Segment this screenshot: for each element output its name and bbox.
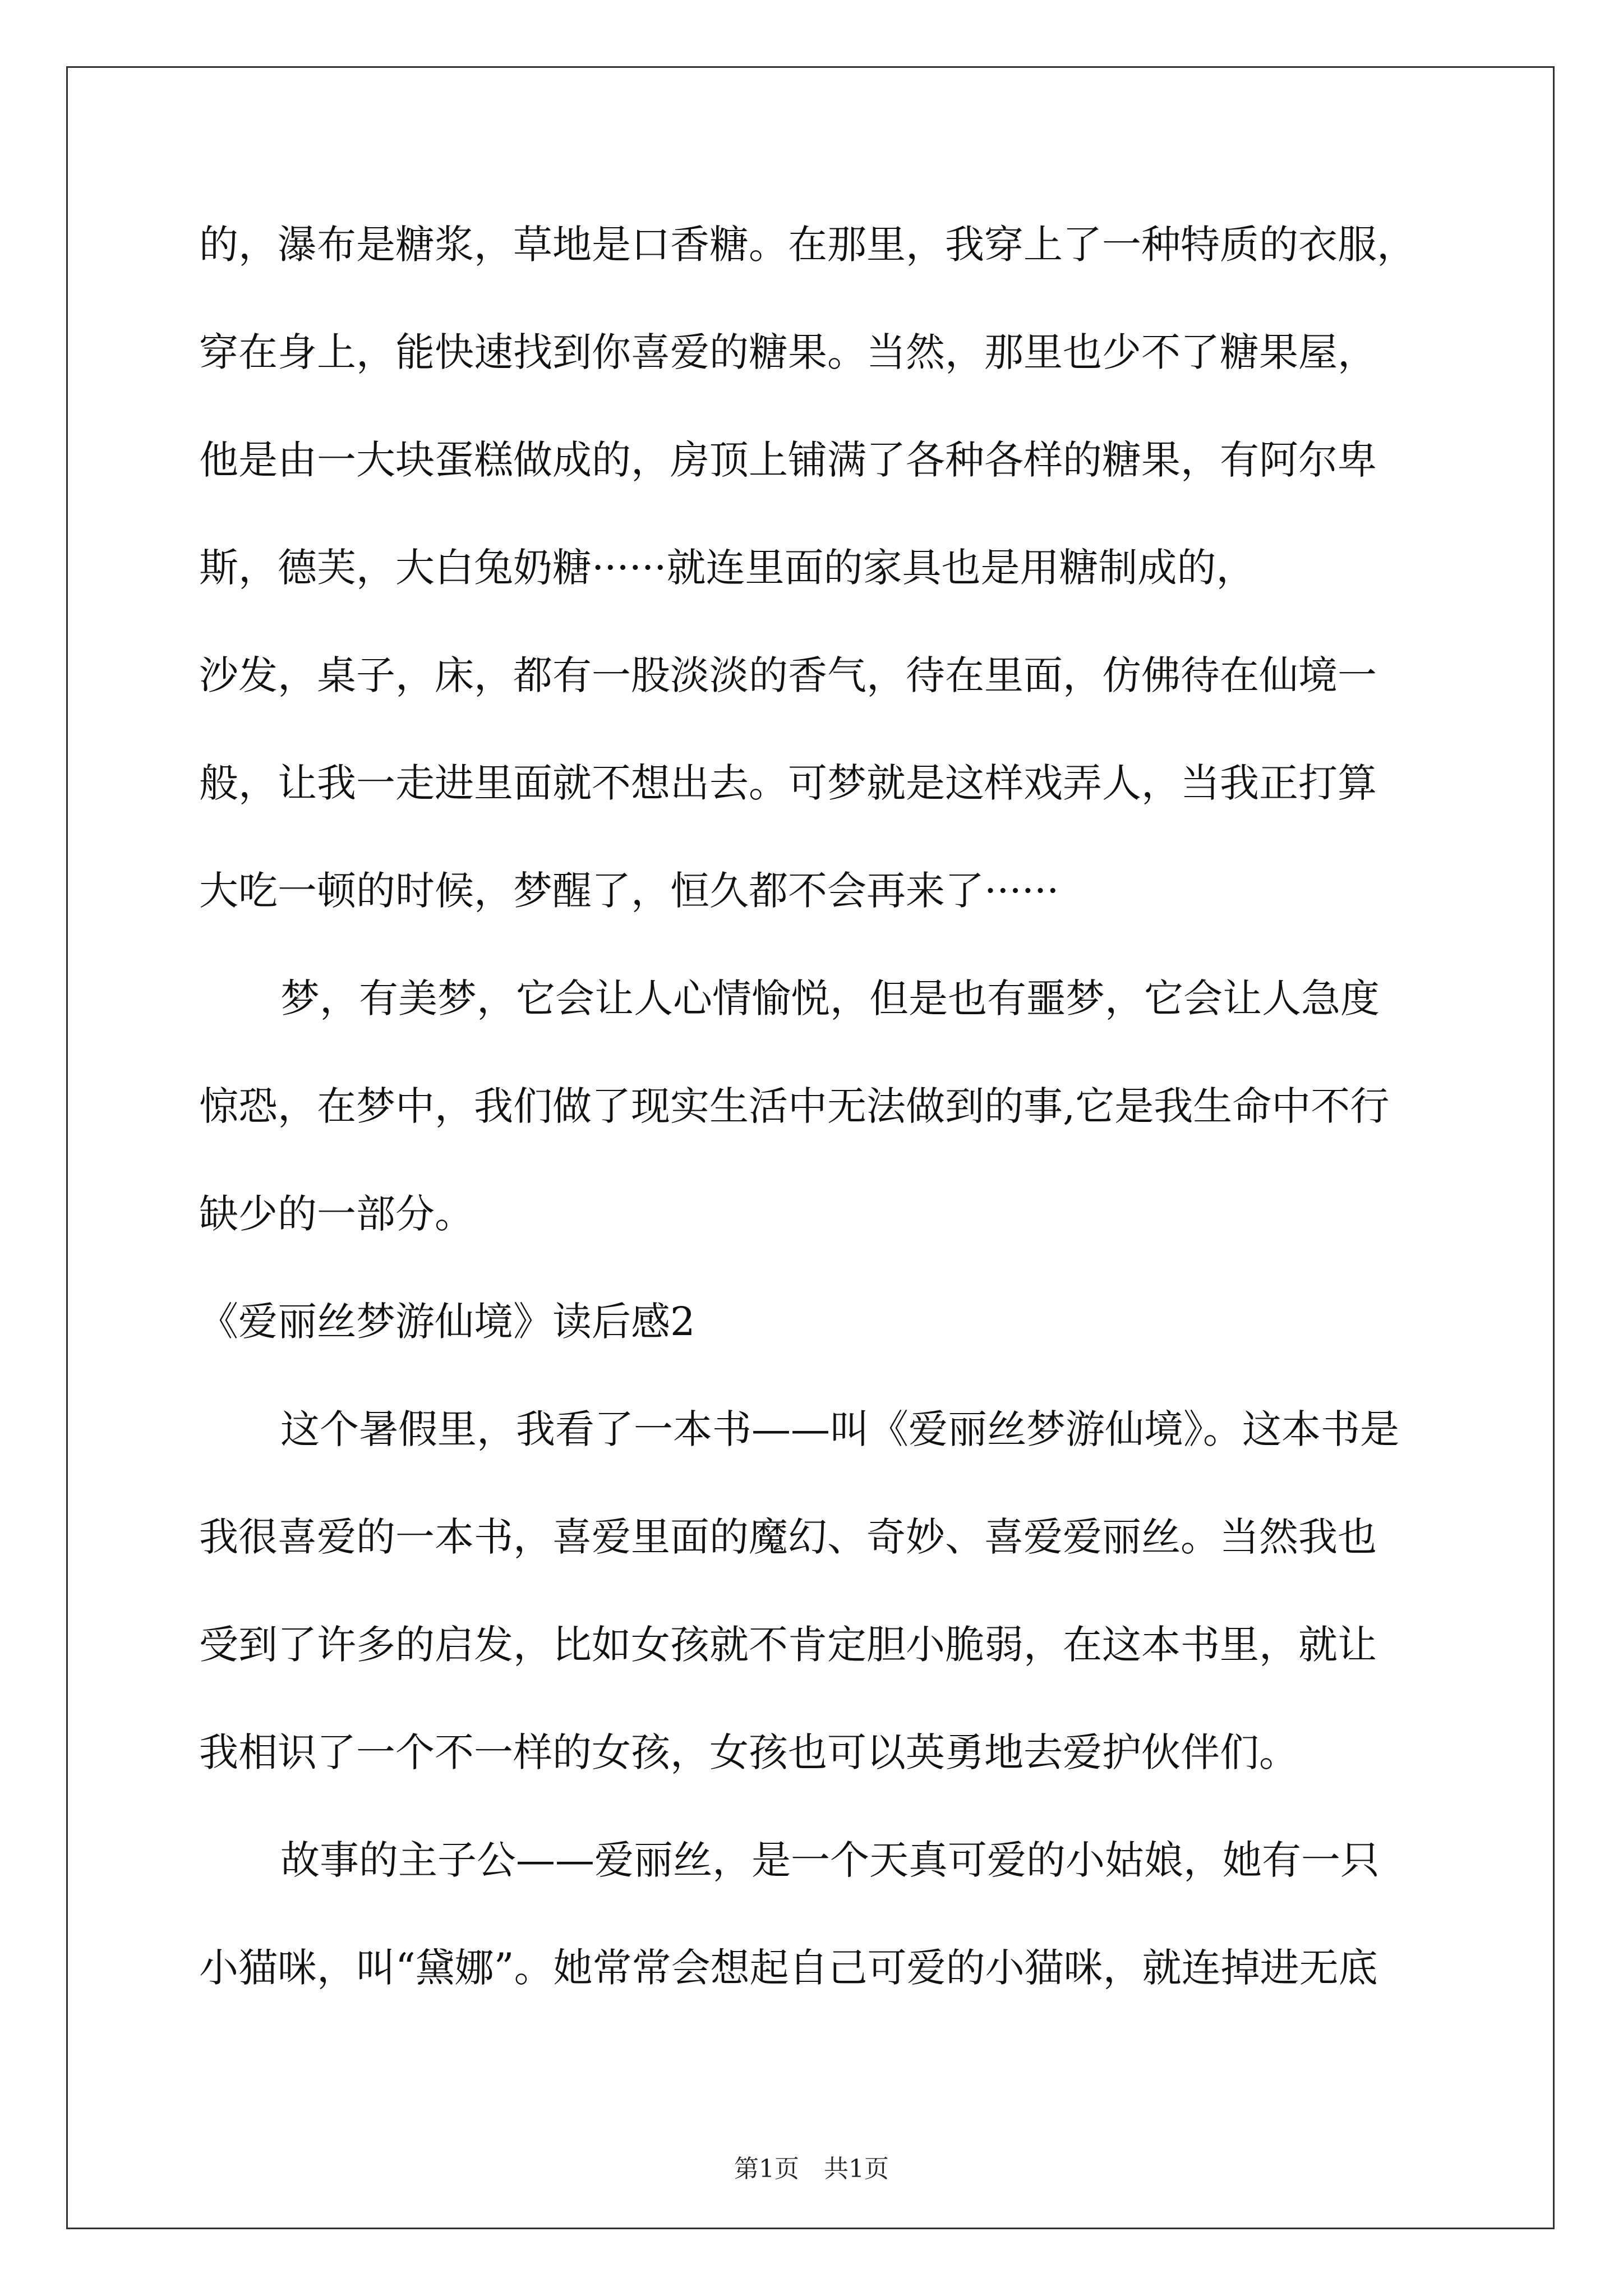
text-line: 我相识了一个不一样的女孩，女孩也可以英勇地去爱护伙伴们。 — [199, 1729, 1298, 1775]
section-heading: 《爱丽丝梦游仙境》读后感2 — [199, 1299, 695, 1345]
text-line: 缺少的一部分。 — [199, 1191, 474, 1237]
text-line: 故事的主子公——爱丽丝，是一个天真可爱的小姑娘，她有一只 — [280, 1837, 1380, 1883]
page-footer: 第1页 共1页 — [734, 2155, 889, 2183]
text-line: 的，瀑布是糖浆，草地是口香糖。在那里，我穿上了一种特质的衣服， — [199, 222, 1416, 268]
text-line: 惊恐，在梦中，我们做了现实生活中无法做到的事,它是我生命中不行 — [199, 1083, 1390, 1129]
text-line: 沙发，桌子，床，都有一股淡淡的香气，待在里面，仿佛待在仙境一 — [199, 652, 1377, 698]
text-line: 他是由一大块蛋糕做成的，房顶上铺满了各种各样的糖果，有阿尔卑 — [199, 437, 1377, 483]
text-line: 穿在身上，能快速找到你喜爱的糖果。当然，那里也少不了糖果屋， — [199, 329, 1377, 375]
text-line: 我很喜爱的一本书，喜爱里面的魔幻、奇妙、喜爱爱丽丝。当然我也 — [199, 1514, 1377, 1560]
text-line: 大吃一顿的时候，梦醒了，恒久都不会再来了······ — [199, 868, 1059, 914]
text-line: 斯，德芙，大白兔奶糖······就连里面的家具也是用糖制成的， — [199, 545, 1256, 591]
text-line: 这个暑假里，我看了一本书——叫《爱丽丝梦游仙境》。这本书是 — [280, 1406, 1399, 1452]
text-line: 般，让我一走进里面就不想出去。可梦就是这样戏弄人，当我正打算 — [199, 760, 1377, 806]
text-line: 小猫咪，叫“黛娜”。她常常会想起自己可爱的小猫咪，就连掉进无底 — [199, 1945, 1378, 1991]
text-line: 梦，有美梦，它会让人心情愉悦，但是也有噩梦，它会让人急度 — [280, 976, 1380, 1022]
document-body — [199, 191, 1461, 2022]
text-line: 受到了许多的启发，比如女孩就不肯定胆小脆弱，在这本书里，就让 — [199, 1622, 1377, 1668]
